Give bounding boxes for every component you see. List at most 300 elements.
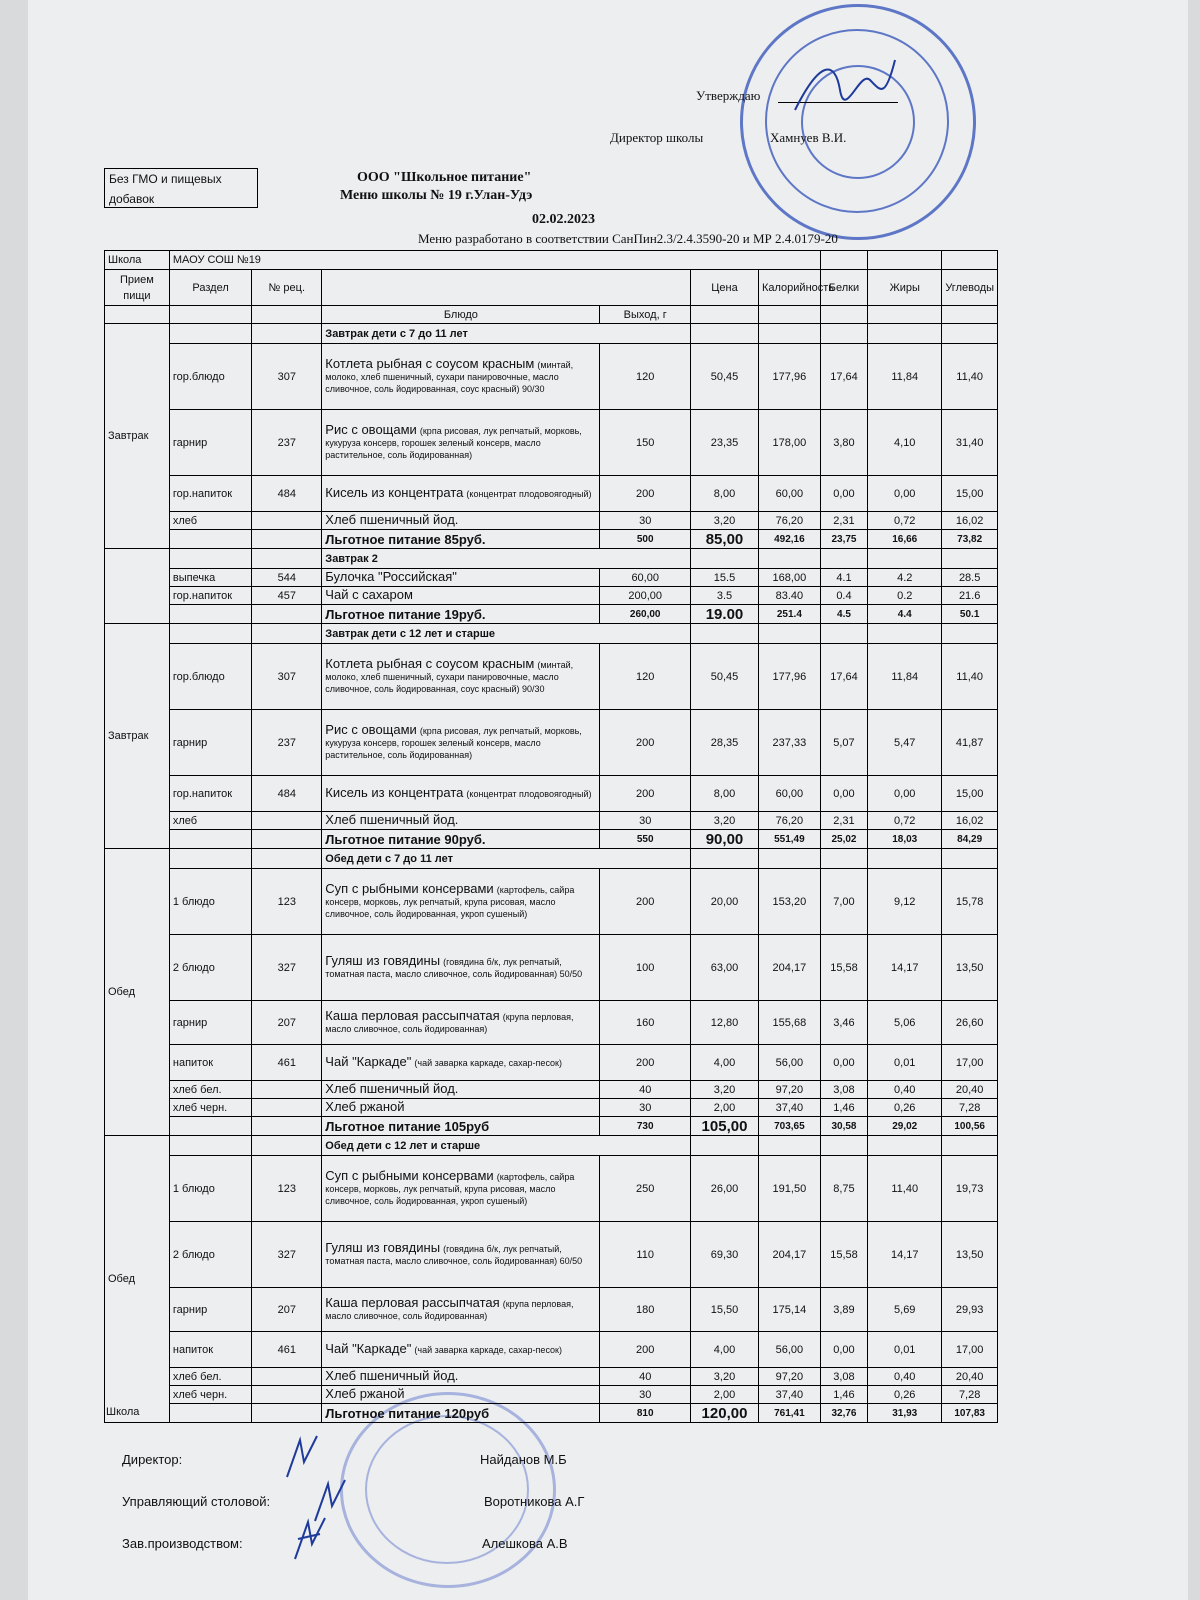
recipe-number — [252, 512, 322, 530]
dish-fat: 11,84 — [868, 344, 942, 410]
dish-carbs: 7,28 — [942, 1386, 998, 1404]
dish-cell — [322, 569, 600, 587]
dish-cell — [322, 710, 600, 776]
empty-cell — [942, 549, 998, 569]
meal-type-cell: Завтрак — [105, 324, 170, 549]
dish-carbs: 20,40 — [942, 1368, 998, 1386]
dish-cell — [322, 1156, 600, 1222]
dish-calories: 153,20 — [758, 869, 820, 935]
dish-cell — [322, 1386, 600, 1404]
menu-item-row — [105, 869, 998, 935]
dish-ingredients: (крупа перловая, масло сливочное, соль йодированная) — [325, 1012, 574, 1034]
dish-ingredients: (концентрат плодовоягодный) — [466, 489, 592, 499]
dish-price: 2,00 — [691, 1099, 759, 1117]
dish-cell — [322, 1288, 600, 1332]
empty-cell — [169, 324, 251, 344]
total-carbs: 84,29 — [942, 830, 998, 849]
dish-carbs: 20,40 — [942, 1081, 998, 1099]
dish-calories: 97,20 — [758, 1368, 820, 1386]
recipe-number — [252, 812, 322, 830]
recipe-number: 484 — [252, 476, 322, 512]
group-total-row — [105, 830, 998, 849]
dish-yield: 200 — [600, 869, 691, 935]
dish-fat: 11,84 — [868, 644, 942, 710]
dish-calories: 204,17 — [758, 1222, 820, 1288]
group-title: Завтрак 2 — [322, 549, 691, 569]
recipe-number: 461 — [252, 1332, 322, 1368]
dish-carbs: 15,00 — [942, 776, 998, 812]
empty-cell — [758, 849, 820, 869]
empty-cell — [691, 1136, 759, 1156]
dish-yield: 30 — [600, 812, 691, 830]
dish-name: Чай "Каркаде" — [325, 1341, 412, 1356]
gmo-note: Без ГМО и пищевых добавок — [104, 168, 258, 208]
dish-protein: 0,00 — [820, 776, 867, 812]
total-calories: 251.4 — [758, 605, 820, 624]
dish-protein: 3,80 — [820, 410, 867, 476]
recipe-number — [252, 1099, 322, 1117]
section-label: 2 блюдо — [169, 1222, 251, 1288]
dish-calories: 204,17 — [758, 935, 820, 1001]
menu-item-row — [105, 1081, 998, 1099]
empty-cell — [820, 849, 867, 869]
dish-calories: 60,00 — [758, 476, 820, 512]
total-price: 85,00 — [691, 530, 759, 549]
section-label: напиток — [169, 1332, 251, 1368]
dish-fat: 0,26 — [868, 1386, 942, 1404]
dish-ingredients: (чай заварка каркаде, сахар-песок) — [414, 1058, 562, 1068]
empty-cell — [169, 530, 251, 549]
total-fat: 18,03 — [868, 830, 942, 849]
empty-cell — [758, 1136, 820, 1156]
col-recipe: № рец. — [252, 270, 322, 306]
signature-mark-3 — [290, 1514, 330, 1564]
dish-fat: 0,26 — [868, 1099, 942, 1117]
dish-protein: 5,07 — [820, 710, 867, 776]
empty-cell — [942, 1136, 998, 1156]
dish-cell — [322, 1368, 600, 1386]
empty-cell — [169, 1136, 251, 1156]
dish-calories: 177,96 — [758, 344, 820, 410]
dish-yield: 60,00 — [600, 569, 691, 587]
menu-item-row — [105, 410, 998, 476]
dish-fat: 5,47 — [868, 710, 942, 776]
dish-ingredients: (чай заварка каркаде, сахар-песок) — [414, 1345, 562, 1355]
empty-cell — [691, 324, 759, 344]
meal-type-cell: Обед — [105, 849, 170, 1136]
dish-price: 3,20 — [691, 512, 759, 530]
dish-protein: 7,00 — [820, 869, 867, 935]
recipe-number: 327 — [252, 935, 322, 1001]
total-fat: 4.4 — [868, 605, 942, 624]
dish-name: Суп с рыбными консервами — [325, 1168, 494, 1183]
group-title-row — [105, 324, 998, 344]
dish-fat: 0,40 — [868, 1081, 942, 1099]
empty-cell — [868, 624, 942, 644]
col-fat: Жиры — [868, 270, 942, 306]
menu-item-row — [105, 1156, 998, 1222]
empty-cell — [252, 530, 322, 549]
empty-cell — [691, 549, 759, 569]
company-name: ООО "Школьное питание" — [357, 170, 532, 185]
dish-calories: 60,00 — [758, 776, 820, 812]
dish-carbs: 26,60 — [942, 1001, 998, 1045]
recipe-number: 457 — [252, 587, 322, 605]
dish-fat: 0,72 — [868, 512, 942, 530]
dish-ingredients: (картофель, сайра консерв, морковь, лук репчатый, крупа рисовая, масло сливочное, соль йодированная, укроп сушеный) — [325, 1172, 575, 1206]
dish-yield: 200,00 — [600, 587, 691, 605]
empty-cell — [758, 324, 820, 344]
dish-carbs: 13,50 — [942, 1222, 998, 1288]
dish-carbs: 17,00 — [942, 1332, 998, 1368]
dish-fat: 0,72 — [868, 812, 942, 830]
dish-ingredients: (минтай, молоко, хлеб пшеничный, сухари панировочные, масло сливочное, соль йодированная, соус красный) 90/30 — [325, 360, 574, 394]
dish-yield: 120 — [600, 644, 691, 710]
dish-protein: 4.1 — [820, 569, 867, 587]
total-protein: 32,76 — [820, 1404, 867, 1423]
dish-name: Рис с овощами — [325, 422, 417, 437]
column-header-row — [105, 270, 998, 306]
dish-price: 12,80 — [691, 1001, 759, 1045]
dish-cell — [322, 776, 600, 812]
col-yield: Выход, г — [600, 306, 691, 324]
dish-carbs: 28.5 — [942, 569, 998, 587]
dish-yield: 40 — [600, 1368, 691, 1386]
menu-item-row — [105, 1368, 998, 1386]
empty-cell — [252, 1404, 322, 1423]
empty-cell — [758, 549, 820, 569]
total-price: 19.00 — [691, 605, 759, 624]
section-label: 1 блюдо — [169, 1156, 251, 1222]
group-title-row — [105, 624, 998, 644]
menu-item-row — [105, 1332, 998, 1368]
section-label: гор.напиток — [169, 776, 251, 812]
recipe-number: 207 — [252, 1288, 322, 1332]
total-price: 120,00 — [691, 1404, 759, 1423]
dish-ingredients: (концентрат плодовоягодный) — [466, 789, 592, 799]
menu-item-row — [105, 1001, 998, 1045]
total-carbs: 100,56 — [942, 1117, 998, 1136]
dish-protein: 1,46 — [820, 1099, 867, 1117]
total-calories: 703,65 — [758, 1117, 820, 1136]
menu-item-row — [105, 569, 998, 587]
recipe-number — [252, 1368, 322, 1386]
recipe-number: 544 — [252, 569, 322, 587]
dish-yield: 110 — [600, 1222, 691, 1288]
menu-item-row — [105, 476, 998, 512]
dish-carbs: 21.6 — [942, 587, 998, 605]
empty-cell — [252, 549, 322, 569]
dish-ingredients: (картофель, сайра консерв, морковь, лук репчатый, крупа рисовая, масло сливочное, соль йодированная, укроп сушеный) — [325, 885, 575, 919]
section-label: гор.блюдо — [169, 644, 251, 710]
total-calories: 761,41 — [758, 1404, 820, 1423]
dish-yield: 180 — [600, 1288, 691, 1332]
empty-cell — [252, 605, 322, 624]
dish-cell — [322, 1099, 600, 1117]
total-title: Льготное питание 105руб — [322, 1117, 600, 1136]
dish-calories: 237,33 — [758, 710, 820, 776]
dish-name: Кисель из концентрата — [325, 785, 464, 800]
recipe-number: 307 — [252, 344, 322, 410]
dish-price: 28,35 — [691, 710, 759, 776]
dish-ingredients: (минтай, молоко, хлеб пшеничный, сухари панировочные, масло сливочное, соль йодированная, соус красный) 90/30 — [325, 660, 574, 694]
dish-fat: 14,17 — [868, 935, 942, 1001]
dish-name: Каша перловая рассыпчатая — [325, 1008, 500, 1023]
group-total-row — [105, 530, 998, 549]
group-title-row — [105, 1136, 998, 1156]
section-label: гарнир — [169, 410, 251, 476]
total-calories: 492,16 — [758, 530, 820, 549]
section-label: хлеб — [169, 812, 251, 830]
dish-protein: 0,00 — [820, 476, 867, 512]
dish-ingredients: (говядина б/к, лук репчатый, томатная паста, масло сливочное, соль йодированная) 50/50 — [325, 957, 583, 979]
dish-yield: 200 — [600, 476, 691, 512]
recipe-number: 484 — [252, 776, 322, 812]
dish-calories: 37,40 — [758, 1099, 820, 1117]
school-row — [105, 251, 998, 270]
section-label: хлеб черн. — [169, 1386, 251, 1404]
dish-calories: 97,20 — [758, 1081, 820, 1099]
group-total-row — [105, 1117, 998, 1136]
dish-price: 3,20 — [691, 1368, 759, 1386]
dish-cell — [322, 644, 600, 710]
dish-cell — [322, 1081, 600, 1099]
dish-cell — [322, 512, 600, 530]
menu-item-row — [105, 710, 998, 776]
dish-yield: 100 — [600, 935, 691, 1001]
dish-protein: 0.4 — [820, 587, 867, 605]
dish-cell — [322, 1332, 600, 1368]
signature-mark-1 — [282, 1432, 322, 1482]
dish-calories: 37,40 — [758, 1386, 820, 1404]
dish-name: Хлеб пшеничный йод. — [325, 1368, 459, 1383]
dish-price: 50,45 — [691, 644, 759, 710]
total-yield: 550 — [600, 830, 691, 849]
dish-calories: 56,00 — [758, 1045, 820, 1081]
section-label: напиток — [169, 1045, 251, 1081]
menu-item-row — [105, 644, 998, 710]
dish-carbs: 41,87 — [942, 710, 998, 776]
dish-protein: 2,31 — [820, 512, 867, 530]
menu-item-row — [105, 587, 998, 605]
menu-title: Меню школы № 19 г.Улан-Удэ — [340, 188, 533, 203]
dish-cell — [322, 1001, 600, 1045]
dish-protein: 8,75 — [820, 1156, 867, 1222]
recipe-number: 237 — [252, 410, 322, 476]
section-label: гарнир — [169, 1288, 251, 1332]
dish-carbs: 31,40 — [942, 410, 998, 476]
section-label: хлеб бел. — [169, 1368, 251, 1386]
dish-protein: 17,64 — [820, 344, 867, 410]
total-carbs: 107,83 — [942, 1404, 998, 1423]
dish-calories: 83.40 — [758, 587, 820, 605]
total-carbs: 73,82 — [942, 530, 998, 549]
group-title-row — [105, 549, 998, 569]
dish-calories: 191,50 — [758, 1156, 820, 1222]
section-label: гарнир — [169, 710, 251, 776]
group-total-row — [105, 1404, 998, 1423]
total-price: 105,00 — [691, 1117, 759, 1136]
official-seal-top — [740, 4, 976, 240]
dish-calories: 56,00 — [758, 1332, 820, 1368]
dish-carbs: 11,40 — [942, 644, 998, 710]
section-label: хлеб черн. — [169, 1099, 251, 1117]
col-protein: Белки — [820, 270, 867, 306]
dish-fat: 4.2 — [868, 569, 942, 587]
section-label: выпечка — [169, 569, 251, 587]
dish-name: Хлеб ржаной — [325, 1099, 405, 1114]
empty-cell — [868, 324, 942, 344]
col-section: Раздел — [169, 270, 251, 306]
total-title: Льготное питание 19руб. — [322, 605, 600, 624]
empty-cell — [252, 324, 322, 344]
total-title: Льготное питание 90руб. — [322, 830, 600, 849]
dish-name: Булочка "Российская" — [325, 569, 457, 584]
total-protein: 23,75 — [820, 530, 867, 549]
total-fat: 31,93 — [868, 1404, 942, 1423]
sanpin-note: Меню разработано в соответствии СанПин2.3/2.4.3590-20 и МР 2.4.0179-20 — [418, 231, 838, 246]
dish-fat: 0,00 — [868, 776, 942, 812]
total-protein: 30,58 — [820, 1117, 867, 1136]
dish-price: 50,45 — [691, 344, 759, 410]
sig-director-name: Найданов М.Б — [480, 1452, 567, 1467]
dish-price: 69,30 — [691, 1222, 759, 1288]
total-protein: 25,02 — [820, 830, 867, 849]
section-label: 2 блюдо — [169, 935, 251, 1001]
section-label: гор.блюдо — [169, 344, 251, 410]
recipe-number: 207 — [252, 1001, 322, 1045]
dish-fat: 14,17 — [868, 1222, 942, 1288]
section-label: гор.напиток — [169, 476, 251, 512]
dish-yield: 40 — [600, 1081, 691, 1099]
dish-cell — [322, 410, 600, 476]
sig-production-role: Зав.производством: — [122, 1536, 243, 1551]
dish-fat: 5,06 — [868, 1001, 942, 1045]
menu-table — [104, 250, 998, 1423]
total-protein: 4.5 — [820, 605, 867, 624]
dish-calories: 175,14 — [758, 1288, 820, 1332]
dish-name: Хлеб пшеничный йод. — [325, 812, 459, 827]
section-label: хлеб — [169, 512, 251, 530]
dish-protein: 0,00 — [820, 1045, 867, 1081]
dish-price: 26,00 — [691, 1156, 759, 1222]
empty-cell — [868, 849, 942, 869]
total-calories: 551,49 — [758, 830, 820, 849]
group-title: Завтрак дети с 7 до 11 лет — [322, 324, 691, 344]
dish-protein: 2,31 — [820, 812, 867, 830]
dish-price: 23,35 — [691, 410, 759, 476]
dish-yield: 30 — [600, 512, 691, 530]
recipe-number: 123 — [252, 869, 322, 935]
dish-yield: 200 — [600, 776, 691, 812]
menu-item-row — [105, 344, 998, 410]
menu-item-row — [105, 512, 998, 530]
dish-protein: 3,46 — [820, 1001, 867, 1045]
meal-type-cell — [105, 549, 170, 624]
dish-protein: 15,58 — [820, 1222, 867, 1288]
recipe-number: 123 — [252, 1156, 322, 1222]
recipe-number: 327 — [252, 1222, 322, 1288]
dish-calories: 178,00 — [758, 410, 820, 476]
dish-name: Чай "Каркаде" — [325, 1054, 412, 1069]
menu-item-row — [105, 812, 998, 830]
dish-price: 3,20 — [691, 812, 759, 830]
dish-yield: 150 — [600, 410, 691, 476]
dish-protein: 3,89 — [820, 1288, 867, 1332]
group-total-row — [105, 605, 998, 624]
dish-cell — [322, 935, 600, 1001]
group-title: Обед дети с 12 лет и старше — [322, 1136, 691, 1156]
approval-label: Утверждаю — [696, 88, 761, 103]
empty-cell — [820, 624, 867, 644]
dish-carbs: 11,40 — [942, 344, 998, 410]
empty-cell — [252, 624, 322, 644]
dish-cell — [322, 344, 600, 410]
total-yield: 500 — [600, 530, 691, 549]
dish-carbs: 19,73 — [942, 1156, 998, 1222]
total-price: 90,00 — [691, 830, 759, 849]
dish-carbs: 15,00 — [942, 476, 998, 512]
dish-carbs: 16,02 — [942, 512, 998, 530]
dish-yield: 200 — [600, 1045, 691, 1081]
menu-item-row — [105, 1386, 998, 1404]
empty-cell — [942, 624, 998, 644]
recipe-number: 237 — [252, 710, 322, 776]
dish-price: 15,50 — [691, 1288, 759, 1332]
col-price: Цена — [691, 270, 759, 306]
section-label: гор.напиток — [169, 587, 251, 605]
dish-calories: 177,96 — [758, 644, 820, 710]
empty-cell — [820, 549, 867, 569]
dish-fat: 0,40 — [868, 1368, 942, 1386]
dish-carbs: 29,93 — [942, 1288, 998, 1332]
recipe-number: 461 — [252, 1045, 322, 1081]
dish-protein: 17,64 — [820, 644, 867, 710]
dish-name: Хлеб ржаной — [325, 1386, 405, 1401]
dish-calories: 76,20 — [758, 812, 820, 830]
total-title: Льготное питание 85руб. — [322, 530, 600, 549]
empty-cell — [868, 1136, 942, 1156]
dish-price: 4,00 — [691, 1045, 759, 1081]
meal-type-cell: Завтрак — [105, 624, 170, 849]
menu-item-row — [105, 776, 998, 812]
empty-cell — [820, 324, 867, 344]
dish-name: Хлеб пшеничный йод. — [325, 1081, 459, 1096]
dish-yield: 30 — [600, 1099, 691, 1117]
group-title: Завтрак дети с 12 лет и старше — [322, 624, 691, 644]
dish-carbs: 17,00 — [942, 1045, 998, 1081]
recipe-number: 307 — [252, 644, 322, 710]
total-yield: 810 — [600, 1404, 691, 1423]
school-label: Школа — [105, 251, 170, 270]
dish-price: 8,00 — [691, 776, 759, 812]
sig-canteen-name: Воротникова А.Г — [484, 1494, 585, 1509]
total-title: Льготное питание 120руб — [322, 1404, 600, 1423]
col-carbs: Углеводы — [942, 270, 998, 306]
dish-price: 2,00 — [691, 1386, 759, 1404]
empty-cell — [169, 849, 251, 869]
dish-price: 4,00 — [691, 1332, 759, 1368]
dish-carbs: 16,02 — [942, 812, 998, 830]
meal-type-cell: Обед — [105, 1136, 170, 1423]
empty-cell — [252, 830, 322, 849]
dish-yield: 120 — [600, 344, 691, 410]
dish-cell — [322, 1222, 600, 1288]
menu-date: 02.02.2023 — [532, 212, 595, 227]
empty-cell — [868, 549, 942, 569]
dish-yield: 200 — [600, 710, 691, 776]
dish-yield: 160 — [600, 1001, 691, 1045]
